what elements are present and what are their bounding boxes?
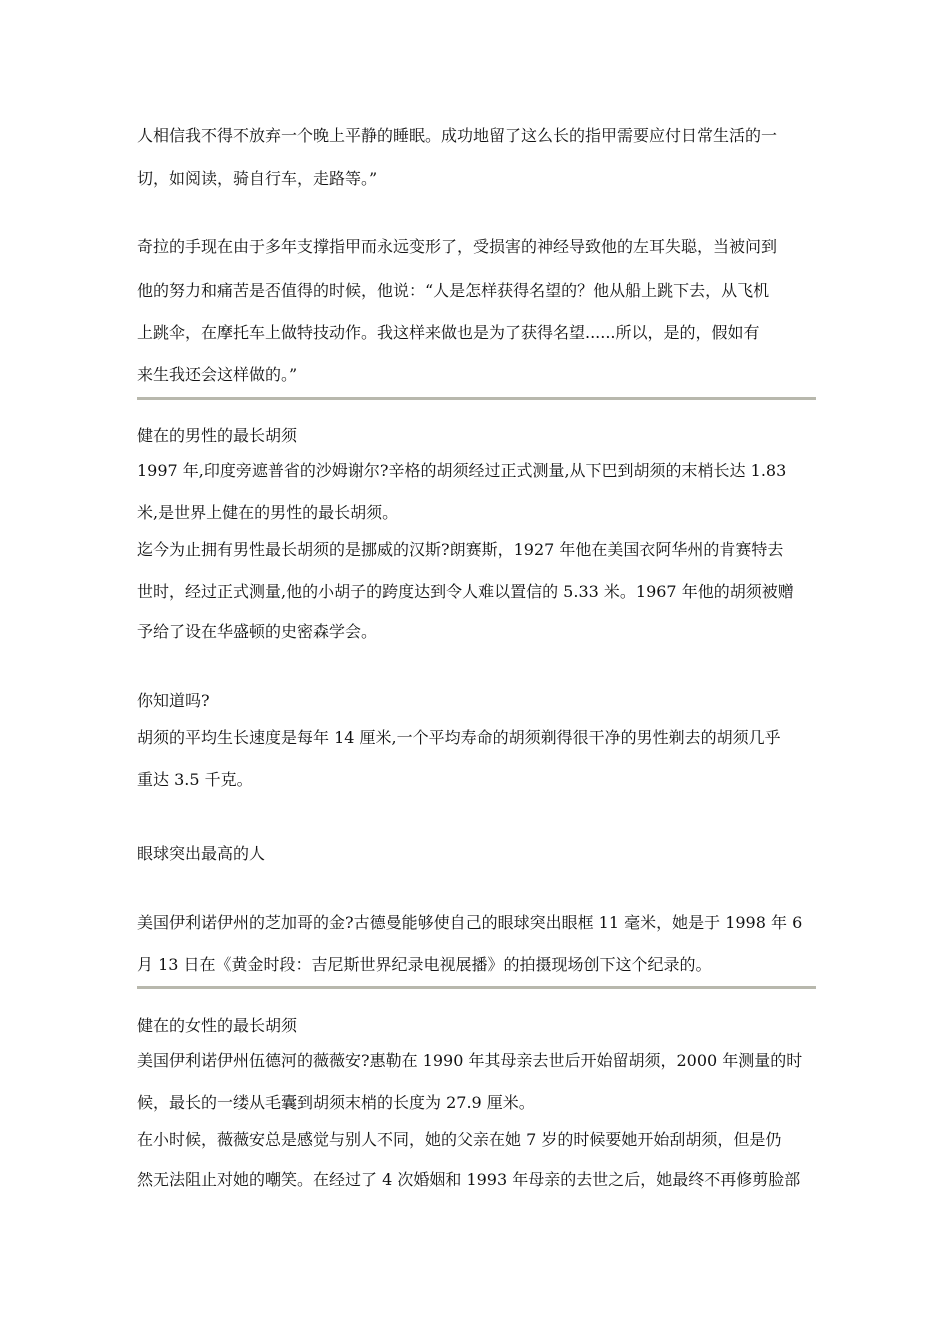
paragraph-line: 他的努力和痛苦是否值得的时候，他说：“人是怎样获得名望的？他从船上跳下去，从飞机	[137, 281, 770, 300]
section-divider	[137, 986, 816, 989]
section-heading: 眼球突出最高的人	[137, 844, 266, 863]
paragraph-line: 美国伊利诺伊州伍德河的薇薇安?惠勒在 1990 年其母亲去世后开始留胡须，2000 年测量的时	[137, 1051, 803, 1070]
paragraph-line: 重达 3.5 千克。	[137, 770, 253, 789]
paragraph-line: 在小时候，薇薇安总是感觉与别人不同，她的父亲在她 7 岁的时候要她开始刮胡须，但是仍	[137, 1130, 782, 1149]
paragraph-line: 然无法阻止对她的嘲笑。在经过了 4 次婚姻和 1993 年母亲的去世之后，她最终不再修剪脸部	[137, 1170, 801, 1189]
paragraph-line: 奇拉的手现在由于多年支撑指甲而永远变形了，受损害的神经导致他的左耳失聪，当被问到	[137, 237, 778, 256]
paragraph-line: 迄今为止拥有男性最长胡须的是挪威的汉斯?朗赛斯，1927 年他在美国衣阿华州的肯赛特去	[137, 540, 784, 559]
paragraph-line: 上跳伞，在摩托车上做特技动作。我这样来做也是为了获得名望......所以，是的，假如有	[137, 323, 760, 342]
section-heading: 健在的女性的最长胡须	[137, 1016, 298, 1035]
paragraph-line: 人相信我不得不放弃一个晚上平静的睡眠。成功地留了这么长的指甲需要应付日常生活的一	[137, 126, 778, 145]
paragraph-line: 候，最长的一缕从毛囊到胡须末梢的长度为 27.9 厘米。	[137, 1093, 535, 1112]
paragraph-line: 美国伊利诺伊州的芝加哥的金?古德曼能够使自己的眼球突出眼框 11 毫米，她是于 1998 年 6	[137, 913, 803, 932]
section-divider	[137, 397, 816, 400]
paragraph-line: 予给了设在华盛顿的史密森学会。	[137, 622, 378, 641]
paragraph-line: 米,是世界上健在的男性的最长胡须。	[137, 503, 399, 522]
paragraph-line: 切，如阅读，骑自行车，走路等。”	[137, 169, 378, 188]
paragraph-line: 来生我还会这样做的。”	[137, 365, 298, 384]
section-heading: 健在的男性的最长胡须	[137, 426, 298, 445]
section-heading: 你知道吗?	[137, 691, 210, 710]
paragraph-line: 1997 年,印度旁遮普省的沙姆谢尔?辛格的胡须经过正式测量,从下巴到胡须的末梢长达 1.83	[137, 461, 787, 480]
paragraph-line: 胡须的平均生长速度是每年 14 厘米,一个平均寿命的胡须剃得很干净的男性剃去的胡须几乎	[137, 728, 781, 747]
paragraph-line: 月 13 日在《黄金时段：吉尼斯世界纪录电视展播》的拍摄现场创下这个纪录的。	[137, 955, 712, 974]
paragraph-line: 世时，经过正式测量,他的小胡子的跨度达到令人难以置信的 5.33 米。1967 年他的胡须被赠	[137, 582, 794, 601]
